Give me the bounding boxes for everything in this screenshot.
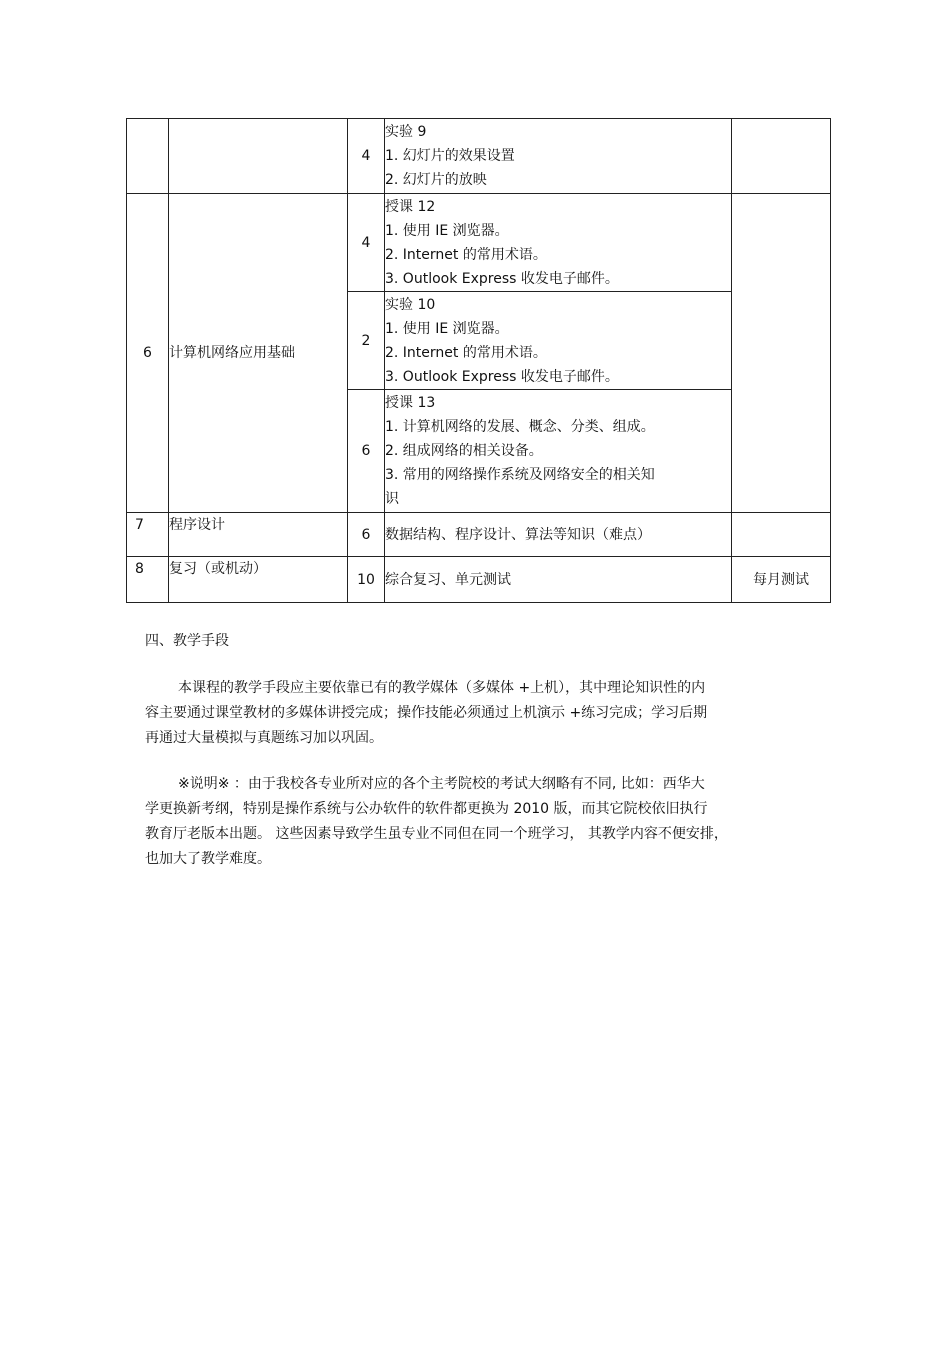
row-topic-cell: 计算机网络应用基础 — [169, 194, 348, 513]
row-note-cell: 每月测试 — [732, 557, 831, 603]
content-line: 授课 12 — [385, 198, 436, 215]
row-hours-cell: 10 — [348, 557, 385, 603]
teaching-methods-paragraph — [145, 676, 805, 751]
content-line: 数据结构、程序设计、算法等知识（难点） — [385, 526, 651, 543]
content-line: 3. 常用的网络操作系统及网络安全的相关知 — [385, 467, 655, 483]
paragraph-line: 本课程的教学手段应主要依靠已有的教学媒体（多媒体 +上机），其中理论知识性的内 — [178, 680, 706, 696]
paragraph-line: ※说明※ ：由于我校各专业所对应的各个主考院校的考试大纲略有不同, 比如：西华大 — [178, 776, 705, 792]
note-paragraph — [145, 772, 805, 872]
table-row — [127, 194, 831, 292]
table-row — [127, 557, 831, 603]
content-line: 2. 组成网络的相关设备。 — [385, 443, 543, 459]
content-line: 实验 9 — [385, 124, 427, 140]
table-row — [127, 119, 831, 194]
paragraph-line: 容主要通过课堂教材的多媒体讲授完成；操作技能必须通过上机演示 +练习完成；学习后期 — [145, 705, 708, 721]
row-note-cell — [732, 119, 831, 194]
row-hours-cell: 2 — [348, 292, 385, 390]
row-topic-cell: 复习（或机动） — [169, 557, 348, 603]
row-topic-cell — [169, 119, 348, 194]
row-number-cell: 7 — [127, 513, 169, 557]
row-note-cell — [732, 513, 831, 557]
content-line: 3. Outlook Express 收发电子邮件。 — [385, 368, 619, 385]
row-number-cell: 8 — [127, 557, 169, 603]
row-content-cell — [385, 119, 732, 194]
row-content-cell — [385, 557, 732, 603]
content-line: 1. 幻灯片的效果设置 — [385, 148, 515, 164]
row-content-cell — [385, 390, 732, 513]
content-line: 2. Internet 的常用术语。 — [385, 344, 547, 361]
row-hours-cell: 4 — [348, 119, 385, 194]
row-content-cell — [385, 194, 732, 292]
paragraph-line: 再通过大量模拟与真题练习加以巩固。 — [145, 730, 383, 746]
paragraph-line: 也加大了教学难度。 — [145, 851, 271, 867]
content-line: 3. Outlook Express 收发电子邮件。 — [385, 270, 619, 287]
row-content-cell — [385, 513, 732, 557]
row-number-cell — [127, 119, 169, 194]
content-line: 2. Internet 的常用术语。 — [385, 246, 547, 263]
content-line: 识 — [385, 491, 399, 507]
content-line: 授课 13 — [385, 395, 436, 411]
section-heading: 四、教学手段 — [145, 633, 229, 649]
content-line: 1. 使用 IE 浏览器。 — [385, 320, 509, 337]
table-row — [127, 513, 831, 557]
course-plan-table — [126, 118, 831, 603]
row-number-cell: 6 — [127, 194, 169, 513]
row-note-cell — [732, 194, 831, 513]
row-hours-cell: 6 — [348, 513, 385, 557]
content-line: 综合复习、单元测试 — [385, 571, 511, 588]
content-line: 1. 使用 IE 浏览器。 — [385, 222, 509, 239]
paragraph-line: 教育厅老版本出题。 这些因素导致学生虽专业不同但在同一个班学习， 其教学内容不便安排， — [145, 826, 728, 842]
row-hours-cell: 4 — [348, 194, 385, 292]
content-line: 1. 计算机网络的发展、概念、分类、组成。 — [385, 419, 655, 435]
row-topic-cell: 程序设计 — [169, 513, 348, 557]
content-line: 2. 幻灯片的放映 — [385, 172, 487, 188]
row-hours-cell: 6 — [348, 390, 385, 513]
paragraph-line: 学更换新考纲，特别是操作系统与公办软件的软件都更换为 2010 版，而其它院校依旧执行 — [145, 801, 708, 817]
content-line: 实验 10 — [385, 296, 436, 313]
row-content-cell — [385, 292, 732, 390]
